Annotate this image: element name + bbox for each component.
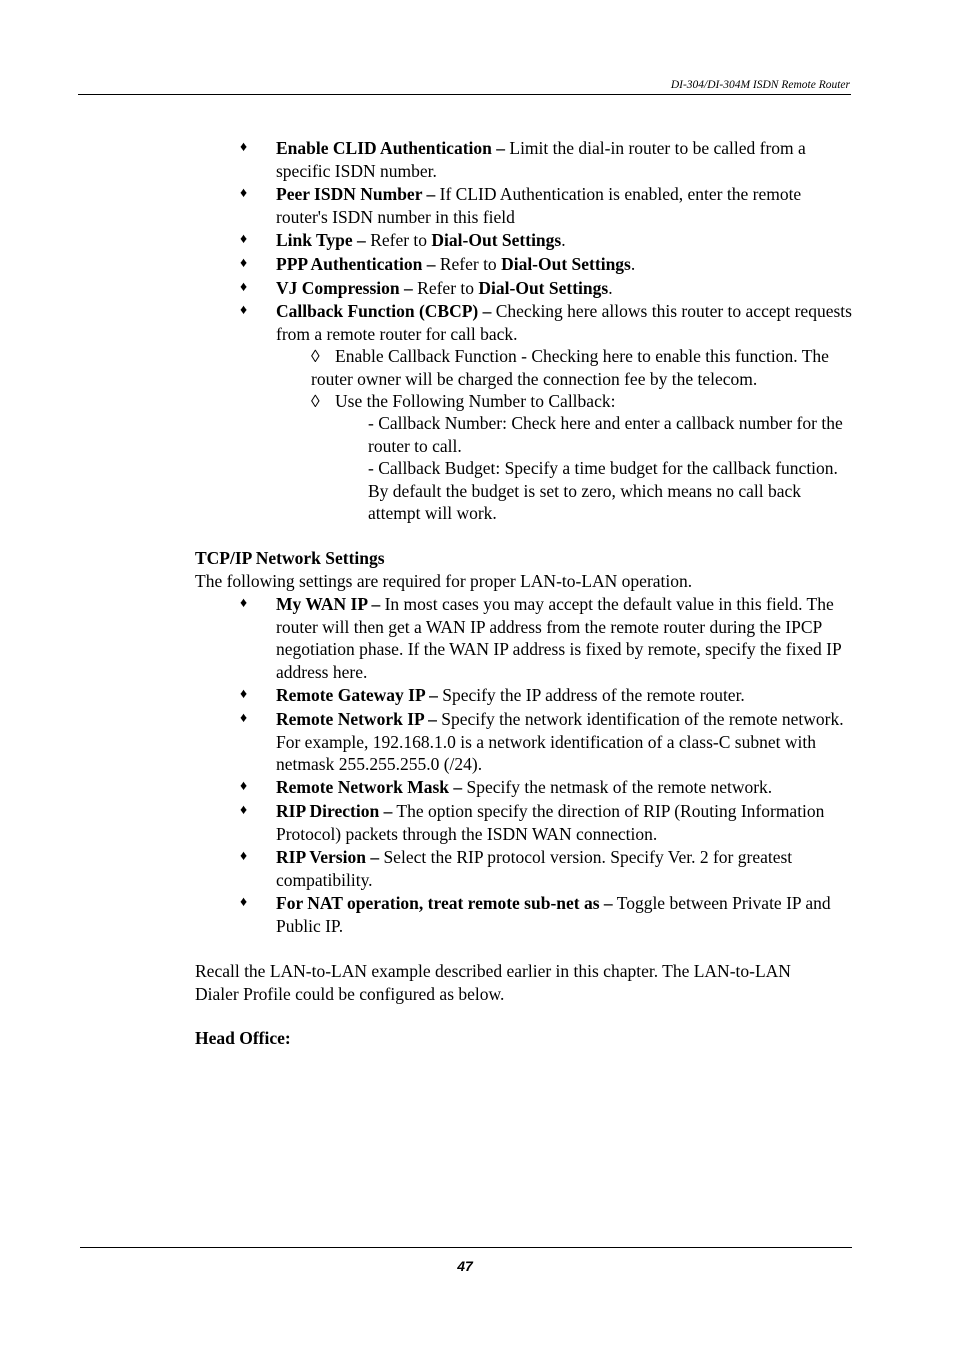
page-number: 47 <box>457 1258 473 1274</box>
bullet-remote-gateway-ip: ♦ Remote Gateway IP – Specify the IP address of the remote router. <box>276 684 852 707</box>
bullet-vj-compression: ♦ VJ Compression – Refer to Dial-Out Settings. <box>276 277 852 300</box>
callback-sub-use-number: ◊ Use the Following Number to Callback: <box>311 391 616 411</box>
callback-option-number: - Callback Number: Check here and enter a callback number for the router to call. <box>368 413 843 456</box>
bullet-link-type: ♦ Link Type – Refer to Dial-Out Settings. <box>276 229 852 252</box>
running-header: DI-304/DI-304M ISDN Remote Router <box>670 79 850 91</box>
footer-rule <box>80 1247 852 1248</box>
bullet-remote-network-ip: ♦ Remote Network IP – Specify the network identification of the remote network. For example, 192.168.1.0 is a network identification of a class-C subnet with netmask 255.255.255.0 (/24). <box>276 708 852 776</box>
header-rule <box>78 94 851 95</box>
recall-paragraph: Recall the LAN-to-LAN example described earlier in this chapter. The LAN-to-LAN Dialer Profile could be configured as below. <box>195 961 791 1004</box>
bullet-ppp-auth: ♦ PPP Authentication – Refer to Dial-Out Settings. <box>276 253 852 276</box>
head-office-heading: Head Office: <box>195 1028 291 1048</box>
bullet-peer-isdn: ♦ Peer ISDN Number – If CLID Authentication is enabled, enter the remote router's ISDN number in this field <box>276 183 852 228</box>
bullet-callback-function: ♦ Callback Function (CBCP) – Checking here allows this router to accept requests from a remote router for call back. <box>276 300 852 345</box>
bullet-nat-operation: ♦ For NAT operation, treat remote sub-net as – Toggle between Private IP and Public IP. <box>276 892 852 937</box>
bullet-my-wan-ip: ♦ My WAN IP – In most cases you may accept the default value in this field. The router will then get a WAN IP address from the remote router during the IPCP negotiation phase. If the WAN IP address is fixed by remote, specify the fixed IP address here. <box>276 593 852 683</box>
bullet-rip-direction: ♦ RIP Direction – The option specify the direction of RIP (Routing Information Protocol) packets through the ISDN WAN connection. <box>276 800 852 845</box>
bullet-enable-clid: ♦ Enable CLID Authentication – Limit the dial-in router to be called from a specific ISDN number. <box>276 137 852 182</box>
tcpip-heading: TCP/IP Network Settings <box>195 548 385 568</box>
bullet-remote-network-mask: ♦ Remote Network Mask – Specify the netmask of the remote network. <box>276 776 852 799</box>
callback-option-budget: - Callback Budget: Specify a time budget for the callback function. By default the budget is set to zero, which means no call back attempt will work. <box>368 458 838 523</box>
bullet-rip-version: ♦ RIP Version – Select the RIP protocol version. Specify Ver. 2 for greatest compatibility. <box>276 846 852 891</box>
tcpip-intro: The following settings are required for proper LAN-to-LAN operation. <box>195 571 693 591</box>
callback-sub-enable: ◊ Enable Callback Function - Checking here to enable this function. The router owner will be charged the connection fee by the telecom. <box>311 346 829 389</box>
